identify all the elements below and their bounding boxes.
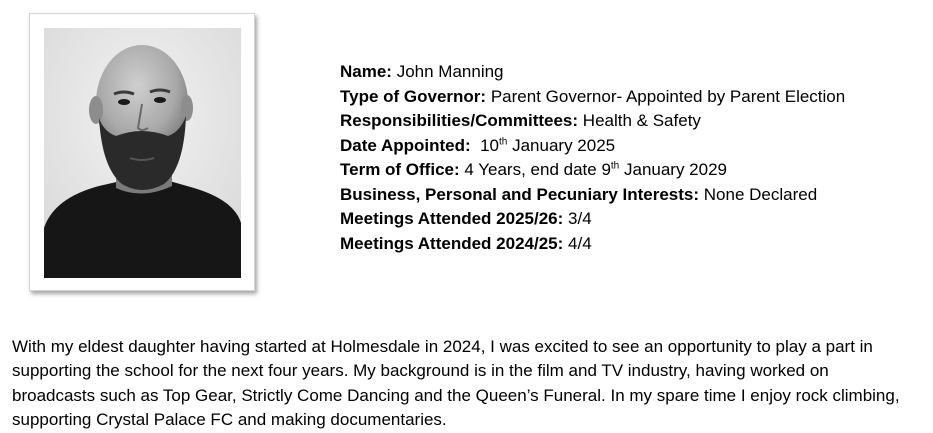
date-appointed-day: 10 — [480, 135, 500, 155]
term-prefix: 4 Years, end date 9 — [464, 160, 611, 179]
interests-label: Business, Personal and Pecuniary Interests: — [340, 184, 700, 204]
responsibilities-value: Health & Safety — [582, 111, 701, 130]
date-appointed-label: Date Appointed: — [340, 135, 471, 155]
meetings-2526-value: 3/4 — [568, 209, 592, 228]
meetings-2526-row — [340, 207, 920, 232]
term-row — [340, 158, 920, 183]
responsibilities-row — [340, 109, 920, 134]
governor-photo-frame — [29, 13, 255, 291]
date-appointed-rest: January 2025 — [512, 135, 616, 155]
term-rest: January 2029 — [623, 160, 728, 179]
governor-details — [340, 60, 920, 256]
name-value: John Manning — [396, 62, 504, 81]
type-value: Parent Governor- Appointed by Parent Election — [490, 86, 846, 106]
name-row — [340, 60, 920, 85]
name-label: Name: — [340, 62, 392, 81]
date-appointed-suffix: th — [499, 135, 508, 147]
meetings-2526-label: Meetings Attended 2025/26: — [340, 209, 564, 228]
portrait-image — [44, 28, 241, 278]
bio-paragraph: With my eldest daughter having started at Holmesdale in 2024, I was excited to see an opportunity to play a part in supporting the school for the next four years. My background is in the film and TV industry, having worked on broadcasts such as Top Gear, Strictly Come Dancing and the Queen’s Funeral. In my spare time I enjoy rock climbing, supporting Crystal Palace FC and making documentaries. — [12, 337, 900, 430]
term-label: Term of Office: — [340, 160, 460, 179]
type-row — [340, 85, 920, 110]
meetings-2425-row — [340, 232, 920, 257]
date-appointed-row — [340, 134, 920, 159]
term-suffix: th — [610, 160, 620, 172]
interests-value: None Declared — [703, 184, 818, 204]
responsibilities-label: Responsibilities/Committees: — [340, 111, 579, 130]
type-label: Type of Governor: — [340, 86, 487, 106]
interests-row — [340, 183, 920, 208]
meetings-2425-value: 4/4 — [568, 233, 592, 253]
meetings-2425-label: Meetings Attended 2024/25: — [340, 233, 564, 253]
governor-photo — [44, 28, 241, 278]
